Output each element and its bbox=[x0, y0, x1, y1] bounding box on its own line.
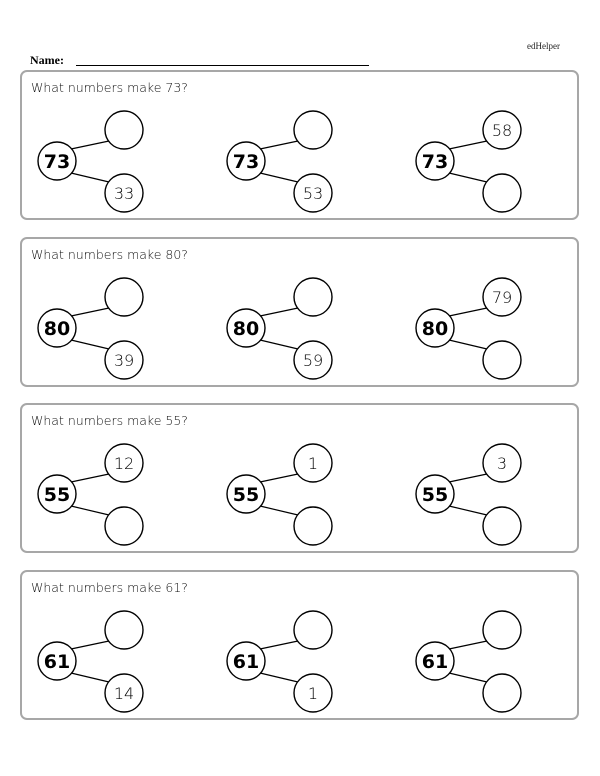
top-part-number: 3 bbox=[496, 454, 508, 473]
bond-connector bbox=[71, 340, 109, 349]
number-bond bbox=[38, 444, 143, 545]
bottom-part-number: 14 bbox=[113, 684, 135, 703]
bottom-part-circle[interactable] bbox=[483, 341, 521, 379]
problem-panel bbox=[20, 237, 579, 387]
bond-connector bbox=[71, 641, 109, 649]
bottom-part-circle[interactable] bbox=[483, 174, 521, 212]
bond-connector bbox=[260, 141, 298, 149]
number-bond-area bbox=[22, 72, 581, 222]
bottom-part-number: 1 bbox=[307, 684, 319, 703]
bond-connector bbox=[260, 641, 298, 649]
number-bond-area bbox=[22, 572, 581, 722]
whole-number: 73 bbox=[43, 151, 71, 173]
number-bond bbox=[227, 444, 332, 545]
number-bond bbox=[416, 611, 521, 712]
number-bond bbox=[227, 111, 332, 212]
bottom-part-circle[interactable] bbox=[483, 674, 521, 712]
bond-connector bbox=[260, 474, 298, 482]
bottom-part-circle[interactable] bbox=[105, 507, 143, 545]
bond-connector bbox=[449, 641, 487, 649]
problem-prompt: What numbers make 55? bbox=[31, 413, 188, 428]
bond-connector bbox=[449, 506, 487, 515]
number-bond bbox=[38, 611, 143, 712]
top-part-number: 12 bbox=[113, 454, 135, 473]
bottom-part-number: 59 bbox=[302, 351, 324, 370]
number-bond bbox=[38, 111, 143, 212]
bond-connector bbox=[449, 340, 487, 349]
number-bond-area bbox=[22, 239, 581, 389]
bond-connector bbox=[260, 173, 298, 182]
name-input-line[interactable] bbox=[76, 65, 369, 66]
whole-number: 73 bbox=[232, 151, 260, 173]
top-part-number: 1 bbox=[307, 454, 319, 473]
top-part-circle[interactable] bbox=[105, 278, 143, 316]
bond-connector bbox=[71, 141, 109, 149]
bond-connector bbox=[71, 474, 109, 482]
bond-connector bbox=[71, 308, 109, 316]
whole-number: 55 bbox=[421, 484, 449, 506]
whole-number: 61 bbox=[232, 651, 260, 673]
whole-number: 80 bbox=[421, 318, 449, 340]
problem-prompt: What numbers make 61? bbox=[31, 580, 188, 595]
whole-number: 61 bbox=[43, 651, 71, 673]
number-bond-area bbox=[22, 405, 581, 555]
top-part-number: 58 bbox=[491, 121, 513, 140]
bond-connector bbox=[260, 506, 298, 515]
bottom-part-number: 53 bbox=[302, 184, 324, 203]
number-bond bbox=[416, 278, 521, 379]
bond-connector bbox=[260, 340, 298, 349]
bond-connector bbox=[260, 308, 298, 316]
number-bond bbox=[38, 278, 143, 379]
problem-panel bbox=[20, 570, 579, 720]
bond-connector bbox=[260, 673, 298, 682]
problem-prompt: What numbers make 80? bbox=[31, 247, 188, 262]
top-part-circle[interactable] bbox=[294, 611, 332, 649]
bottom-part-circle[interactable] bbox=[294, 507, 332, 545]
problem-prompt: What numbers make 73? bbox=[31, 80, 188, 95]
brand-label: edHelper bbox=[527, 41, 560, 51]
bond-connector bbox=[71, 673, 109, 682]
whole-number: 55 bbox=[232, 484, 260, 506]
bond-connector bbox=[71, 173, 109, 182]
bond-connector bbox=[449, 673, 487, 682]
number-bond bbox=[416, 111, 521, 212]
problem-panel bbox=[20, 70, 579, 220]
whole-number: 73 bbox=[421, 151, 449, 173]
top-part-circle[interactable] bbox=[105, 611, 143, 649]
problem-panel bbox=[20, 403, 579, 553]
bond-connector bbox=[449, 474, 487, 482]
top-part-number: 79 bbox=[491, 288, 513, 307]
bond-connector bbox=[449, 173, 487, 182]
whole-number: 61 bbox=[421, 651, 449, 673]
bottom-part-number: 39 bbox=[113, 351, 135, 370]
whole-number: 55 bbox=[43, 484, 71, 506]
bond-connector bbox=[449, 141, 487, 149]
number-bond bbox=[227, 278, 332, 379]
top-part-circle[interactable] bbox=[294, 111, 332, 149]
top-part-circle[interactable] bbox=[483, 611, 521, 649]
whole-number: 80 bbox=[43, 318, 71, 340]
name-label: Name: bbox=[30, 53, 64, 67]
top-part-circle[interactable] bbox=[105, 111, 143, 149]
bottom-part-number: 33 bbox=[113, 184, 135, 203]
number-bond bbox=[416, 444, 521, 545]
bond-connector bbox=[449, 308, 487, 316]
whole-number: 80 bbox=[232, 318, 260, 340]
bottom-part-circle[interactable] bbox=[483, 507, 521, 545]
top-part-circle[interactable] bbox=[294, 278, 332, 316]
number-bond bbox=[227, 611, 332, 712]
bond-connector bbox=[71, 506, 109, 515]
